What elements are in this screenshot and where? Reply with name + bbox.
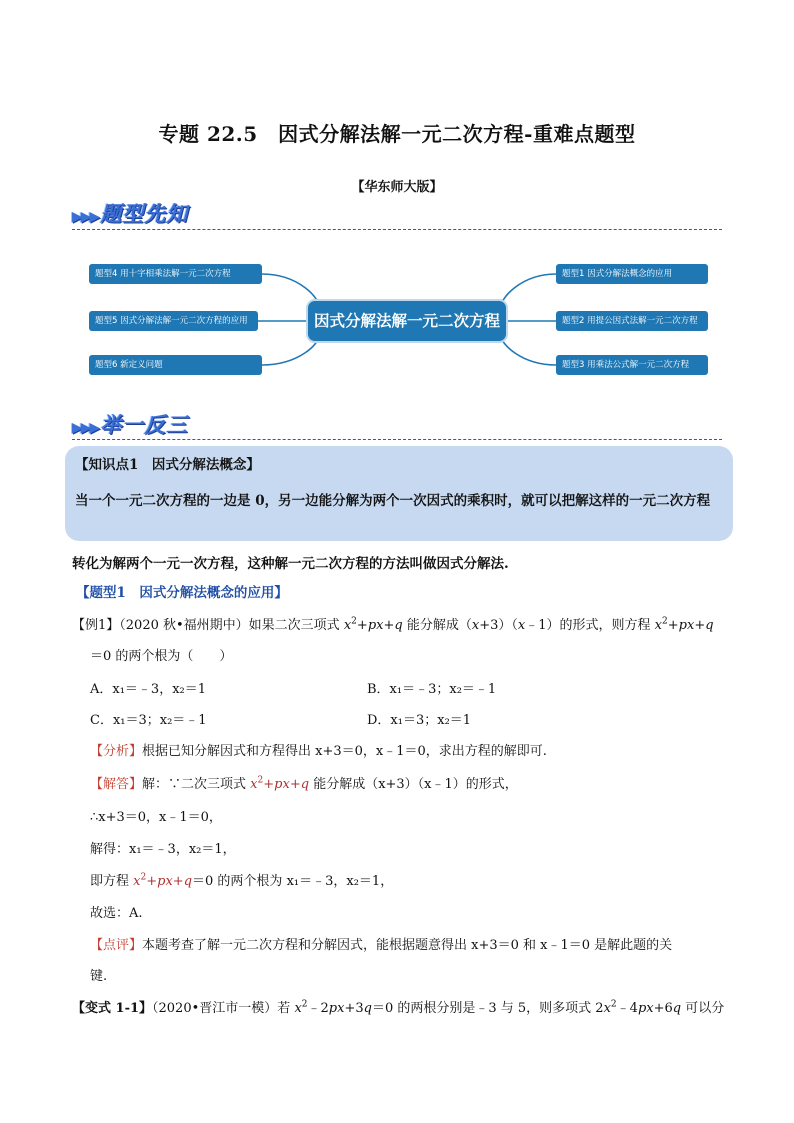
banner-text: 举一反三	[100, 413, 189, 437]
mindmap-node-type2: 题型2 用提公因式法解一元二次方程	[556, 311, 708, 331]
example-stem-line2: ＝0 的两个根为（ ）	[90, 649, 233, 664]
knowledge-title: 【知识点1 因式分解法概念】	[75, 457, 260, 473]
analysis-label: 【分析】	[90, 744, 143, 759]
variant-label: 【变式 1-1】	[72, 1001, 153, 1016]
divider	[72, 439, 722, 440]
answer-line: 【解答】解：∵二次三项式 $x^2+px+q$ 能分解成（x+3）（x﹣1）的形式，	[90, 775, 518, 792]
option-b: B．x₁＝﹣3；x₂＝﹣1	[367, 682, 497, 697]
banner-text: 题型先知	[100, 202, 189, 226]
mindmap-center: 因式分解法解一元二次方程	[306, 299, 508, 343]
choice-line: 故选：A.	[90, 906, 143, 921]
analysis-line: 【分析】根据已知分解因式和方程得出 x+3＝0，x﹣1＝0，求出方程的解即可.	[90, 744, 547, 759]
triple-arrow-icon: ▶▶▶	[72, 420, 99, 436]
knowledge-text: 当一个一元二次方程的一边是 0，另一边能分解为两个一次因式的乘积时，就可以把解这样的一元二次方程	[75, 493, 711, 509]
mindmap-node-type3: 题型3 用乘法公式解一元二次方程	[556, 355, 708, 375]
connector-right-1	[502, 274, 556, 305]
edition-label: 【华东师大版】	[351, 180, 443, 195]
option-a: A．x₁＝﹣3，x₂＝1	[90, 682, 207, 697]
example-source: （2020 秋•福州期中）	[119, 618, 249, 633]
knowledge-continuation: 转化为解两个一元一次方程，这种解一元二次方程的方法叫做因式分解法.	[72, 556, 509, 572]
example-stem-line1: 【例1】（2020 秋•福州期中）如果二次三项式 $x^2+px+q$ 能分解成（x+3）（x﹣1）的形式，则方程 $x^2+px+q$	[72, 616, 714, 633]
banner-practice	[72, 409, 188, 439]
triple-arrow-icon: ▶▶▶	[72, 209, 99, 225]
comment-line: 【点评】本题考查了解一元二次方程和分解因式，能根据题意得出 x+3＝0 和 x﹣1＝0 是解此题的关	[90, 938, 673, 953]
page-title: 专题 22.5 因式分解法解一元二次方程-重难点题型	[158, 122, 636, 146]
solve-line: 解得：x₁＝﹣3，x₂＝1，	[90, 842, 236, 857]
conclusion-line: 即方程 $x^2+px+q=0$ 的两个根为 x₁＝﹣3，x₂＝1，	[90, 872, 394, 889]
mindmap-node-type4: 题型4 用十字相乘法解一元二次方程	[89, 264, 262, 284]
option-c: C．x₁＝3；x₂＝﹣1	[90, 713, 207, 728]
answer-label: 【解答】	[90, 777, 143, 792]
therefore-line: ∴x+3＝0，x﹣1＝0，	[90, 810, 222, 825]
variant-source: （2020•晋江市一模）	[152, 1001, 278, 1016]
comment-label: 【点评】	[90, 938, 143, 953]
example-label: 【例1】	[72, 618, 120, 633]
mindmap-node-type5: 题型5 因式分解法解一元二次方程的应用	[89, 311, 258, 331]
variant-line: 【变式 1-1】（2020•晋江市一模）若 $x^2﹣2px+3q=0$ 的两根分别是﹣3 与 5，则多项式 $2x^2﹣4px+6q$ 可以分	[72, 999, 725, 1016]
option-d: D．x₁＝3；x₂＝1	[367, 713, 472, 728]
mindmap-node-type6: 题型6 新定义问题	[89, 355, 262, 375]
mindmap-node-type1: 题型1 因式分解法概念的应用	[556, 264, 708, 284]
connector-right-3	[502, 337, 556, 365]
question-type-heading: 【题型1 因式分解法概念的应用】	[76, 585, 288, 601]
comment-end-line: 键.	[90, 969, 108, 984]
